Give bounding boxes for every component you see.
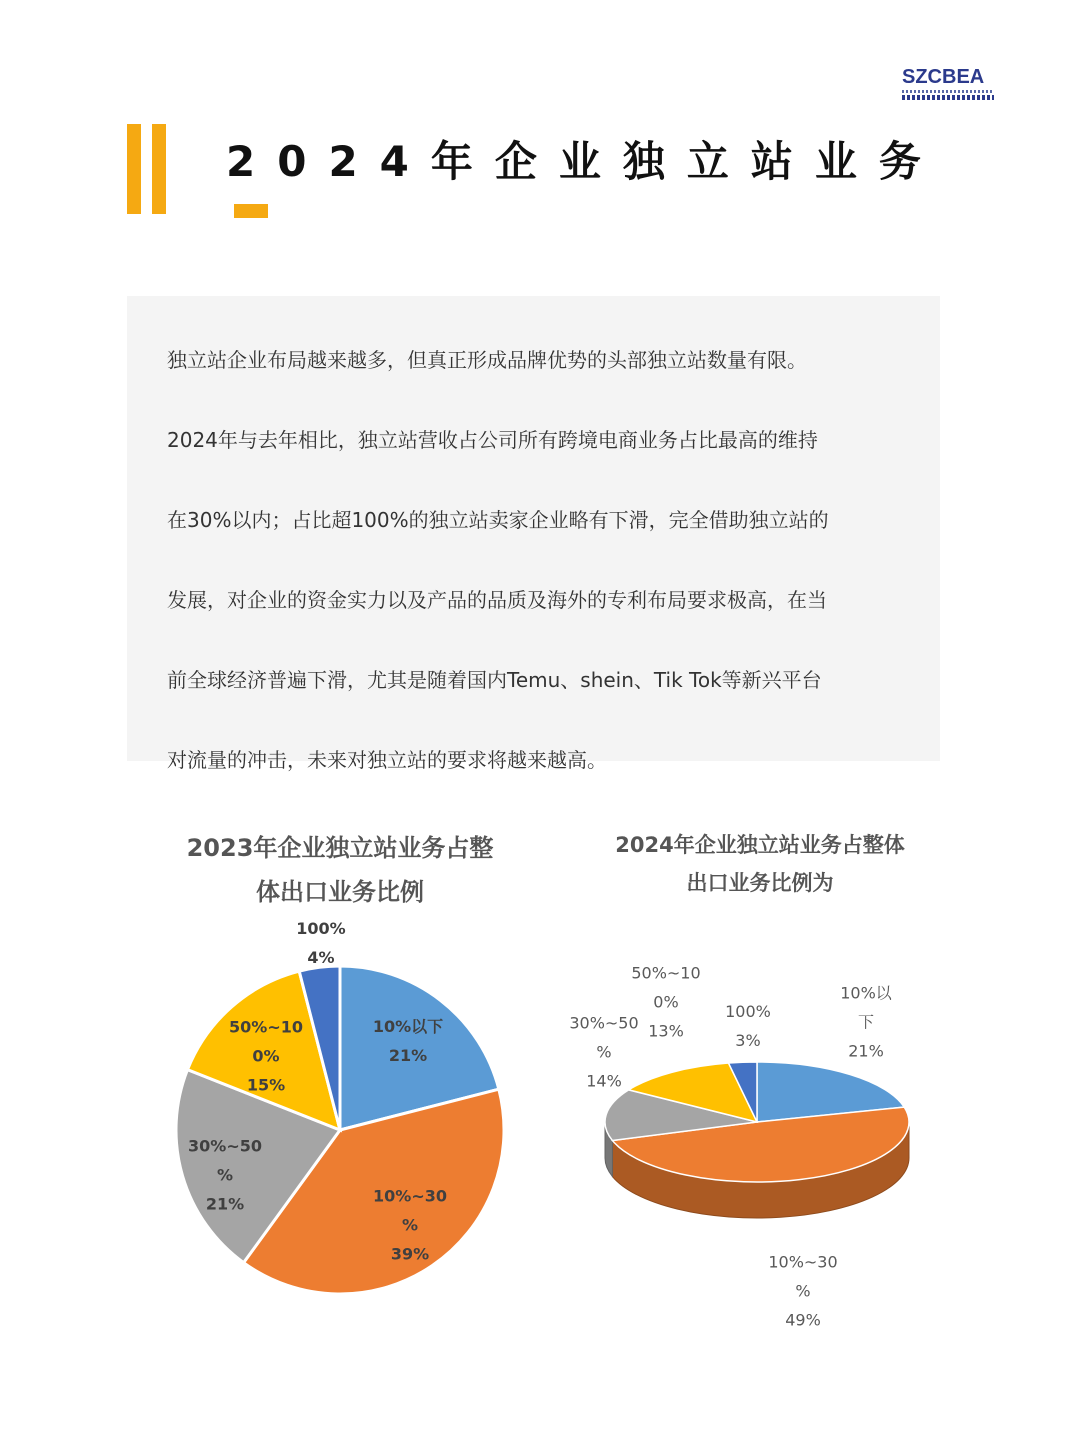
pie-2023-label: 10%~30 % 39% <box>373 1186 447 1264</box>
pie-2023-label: 50%~10 0% 15% <box>229 1017 303 1095</box>
intro-line: 2024年与去年相比，独立站营收占公司所有跨境电商业务占比最高的维持 <box>167 428 818 452</box>
intro-line: 对流量的冲击，未来对独立站的要求将越来越高。 <box>167 748 607 772</box>
pie-2023-label: 10%以下 21% <box>372 1017 444 1066</box>
pie-2024-label: 100% 3% <box>725 1002 771 1051</box>
page-title: 2024年企业独立站业务 <box>226 137 943 186</box>
intro-line: 在30%以内；占比超100%的独立站卖家企业略有下滑，完全借助独立站的 <box>167 508 829 532</box>
pie-2024-label: 10%~30 % 49% <box>768 1252 838 1330</box>
chart-2023-title-line: 体出口业务比例 <box>256 878 424 906</box>
chart-2023-title-line: 2023年企业独立站业务占整 <box>186 834 494 862</box>
pie-2024-label: 30%~50 % 14% <box>569 1013 639 1091</box>
intro-line: 独立站企业布局越来越多，但真正形成品牌优势的头部独立站数量有限。 <box>167 348 807 372</box>
pie-2023-label: 30%~50 % 21% <box>188 1136 262 1214</box>
pie-2024-label: 50%~10 0% 13% <box>631 963 701 1041</box>
intro-line: 前全球经济普遍下滑，尤其是随着国内Temu、shein、Tik Tok等新兴平台 <box>167 668 822 692</box>
logo-text: SZCBEA <box>902 66 985 88</box>
pie-2024-label: 10%以下 21% <box>840 983 892 1061</box>
pie-2023-label: 100% 4% <box>296 919 346 968</box>
chart-2024-title-line: 出口业务比例为 <box>686 871 834 895</box>
chart-2024-title-line: 2024年企业独立站业务占整体 <box>615 833 905 857</box>
intro-line: 发展，对企业的资金实力以及产品的品质及海外的专利布局要求极高，在当 <box>167 588 827 612</box>
